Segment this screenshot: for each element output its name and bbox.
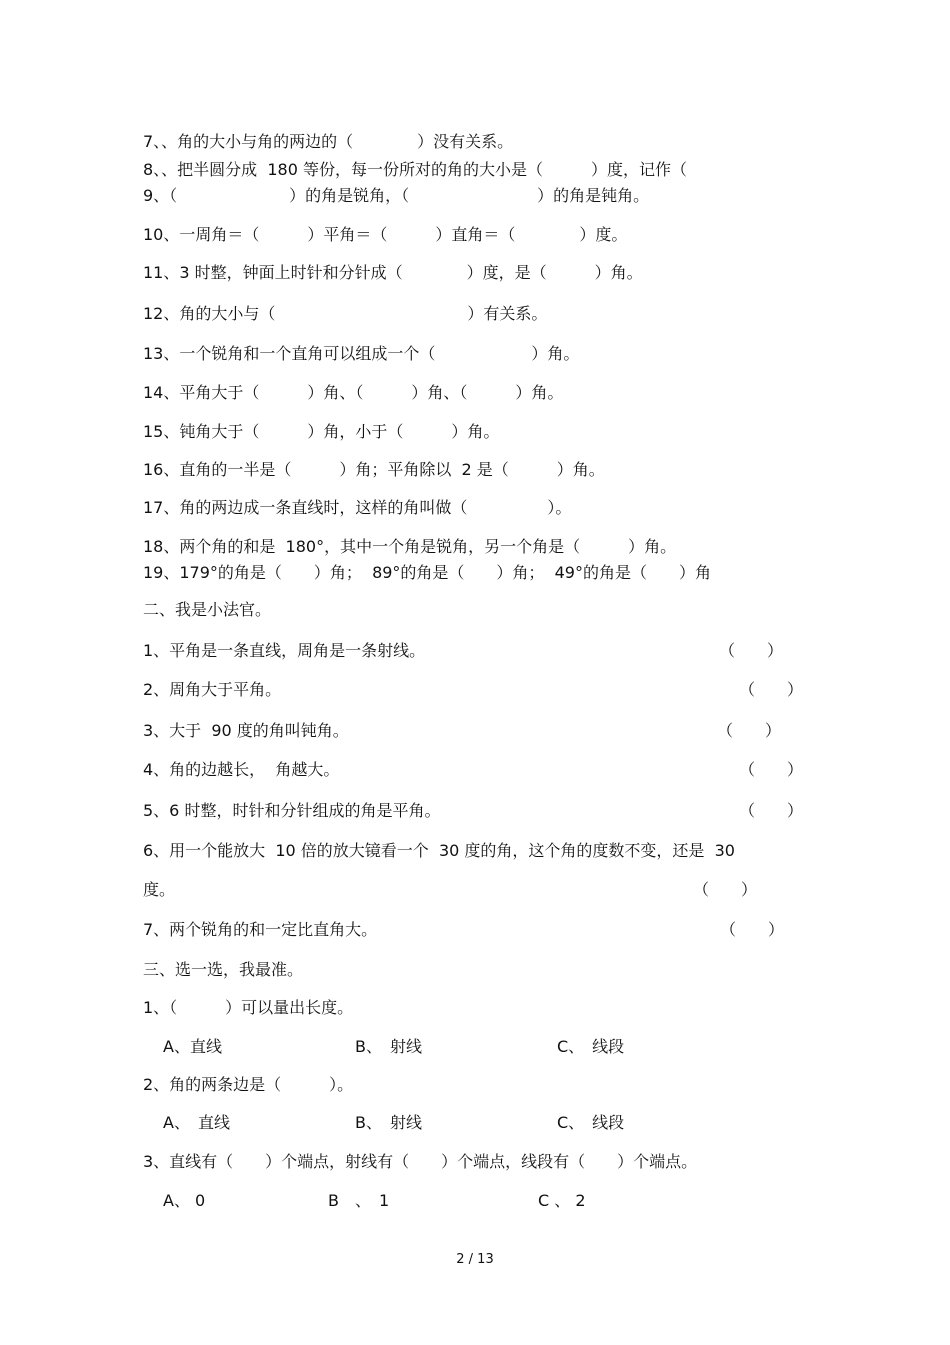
fill-blank-item-18: 18、两个角的和是 180°，其中一个角是锐角，另一个角是（ ）角。 bbox=[143, 537, 677, 556]
judge-item-5: 5、6 时整，时针和分针组成的角是平角。 bbox=[143, 801, 441, 820]
judge-item-7: 7、两个锐角的和一定比直角大。 bbox=[143, 920, 378, 939]
fill-blank-item-17: 17、角的两边成一条直线时，这样的角叫做（ ）。 bbox=[143, 498, 572, 517]
choice-question-2: 2、角的两条边是（ ）。 bbox=[143, 1075, 354, 1094]
choice-3-option-c[interactable]: C 、 2 bbox=[538, 1191, 586, 1210]
judge-answer-paren-3[interactable]: （ ） bbox=[717, 721, 782, 740]
judge-item-4: 4、角的边越长， 角越大。 bbox=[143, 760, 340, 779]
fill-blank-item-11: 11、3 时整，钟面上时针和分针成（ ）度，是（ ）角。 bbox=[143, 263, 643, 282]
fill-blank-item-7: 7、、角的大小与角的两边的（ ）没有关系。 bbox=[143, 132, 514, 151]
choice-2-option-c[interactable]: C、 线段 bbox=[557, 1113, 625, 1132]
judge-item-6: 6、用一个能放大 10 倍的放大镜看一个 30 度的角，这个角的度数不变，还是 30 bbox=[143, 841, 735, 860]
fill-blank-item-16: 16、直角的一半是（ ）角；平角除以 2 是（ ）角。 bbox=[143, 460, 605, 479]
fill-blank-item-14: 14、平角大于（ ）角、（ ）角、（ ）角。 bbox=[143, 383, 564, 402]
judge-item-3: 3、大于 90 度的角叫钝角。 bbox=[143, 721, 349, 740]
choice-2-option-b[interactable]: B、 射线 bbox=[355, 1113, 422, 1132]
fill-blank-item-12: 12、角的大小与（ ）有关系。 bbox=[143, 304, 548, 323]
choice-1-option-a[interactable]: A、直线 bbox=[163, 1037, 222, 1056]
fill-blank-item-10: 10、一周角＝（ ）平角＝（ ）直角＝（ ）度。 bbox=[143, 225, 628, 244]
judge-answer-paren-4[interactable]: （ ） bbox=[739, 760, 804, 779]
judge-item-2: 2、周角大于平角。 bbox=[143, 680, 282, 699]
choice-3-option-a[interactable]: A、 0 bbox=[163, 1191, 206, 1210]
choice-2-option-a[interactable]: A、 直线 bbox=[163, 1113, 230, 1132]
fill-blank-item-13: 13、一个锐角和一个直角可以组成一个（ ）角。 bbox=[143, 344, 580, 363]
fill-blank-item-8: 8、、把半圆分成 180 等份，每一份所对的角的大小是（ ）度，记作（ bbox=[143, 160, 687, 179]
judge-item-1: 1、平角是一条直线，周角是一条射线。 bbox=[143, 641, 426, 660]
judge-answer-paren-2[interactable]: （ ） bbox=[739, 680, 804, 699]
choice-question-1: 1、（ ）可以量出长度。 bbox=[143, 998, 354, 1017]
choice-1-option-c[interactable]: C、 线段 bbox=[557, 1037, 625, 1056]
fill-blank-item-19: 19、179°的角是（ ）角； 89°的角是（ ）角； 49°的角是（ ）角 bbox=[143, 563, 711, 582]
fill-blank-item-9: 9、（ ）的角是锐角，（ ）的角是钝角。 bbox=[143, 186, 650, 205]
choice-1-option-b[interactable]: B、 射线 bbox=[355, 1037, 422, 1056]
judge-answer-paren-5[interactable]: （ ） bbox=[739, 801, 804, 820]
page-number: 2 / 13 bbox=[456, 1252, 494, 1267]
choice-3-option-b[interactable]: B 、 1 bbox=[328, 1191, 390, 1210]
fill-blank-item-15: 15、钝角大于（ ）角，小于（ ）角。 bbox=[143, 422, 500, 441]
judge-answer-paren-6[interactable]: （ ） bbox=[693, 880, 758, 899]
judge-answer-paren-7[interactable]: （ ） bbox=[720, 920, 785, 939]
section-2-title: 二、我是小法官。 bbox=[143, 600, 272, 619]
choice-question-3: 3、直线有（ ）个端点，射线有（ ）个端点，线段有（ ）个端点。 bbox=[143, 1152, 698, 1171]
section-3-title: 三、选一选，我最准。 bbox=[143, 960, 304, 979]
judge-answer-paren-1[interactable]: （ ） bbox=[719, 641, 784, 660]
judge-item-6-continued: 度。 bbox=[143, 880, 176, 899]
